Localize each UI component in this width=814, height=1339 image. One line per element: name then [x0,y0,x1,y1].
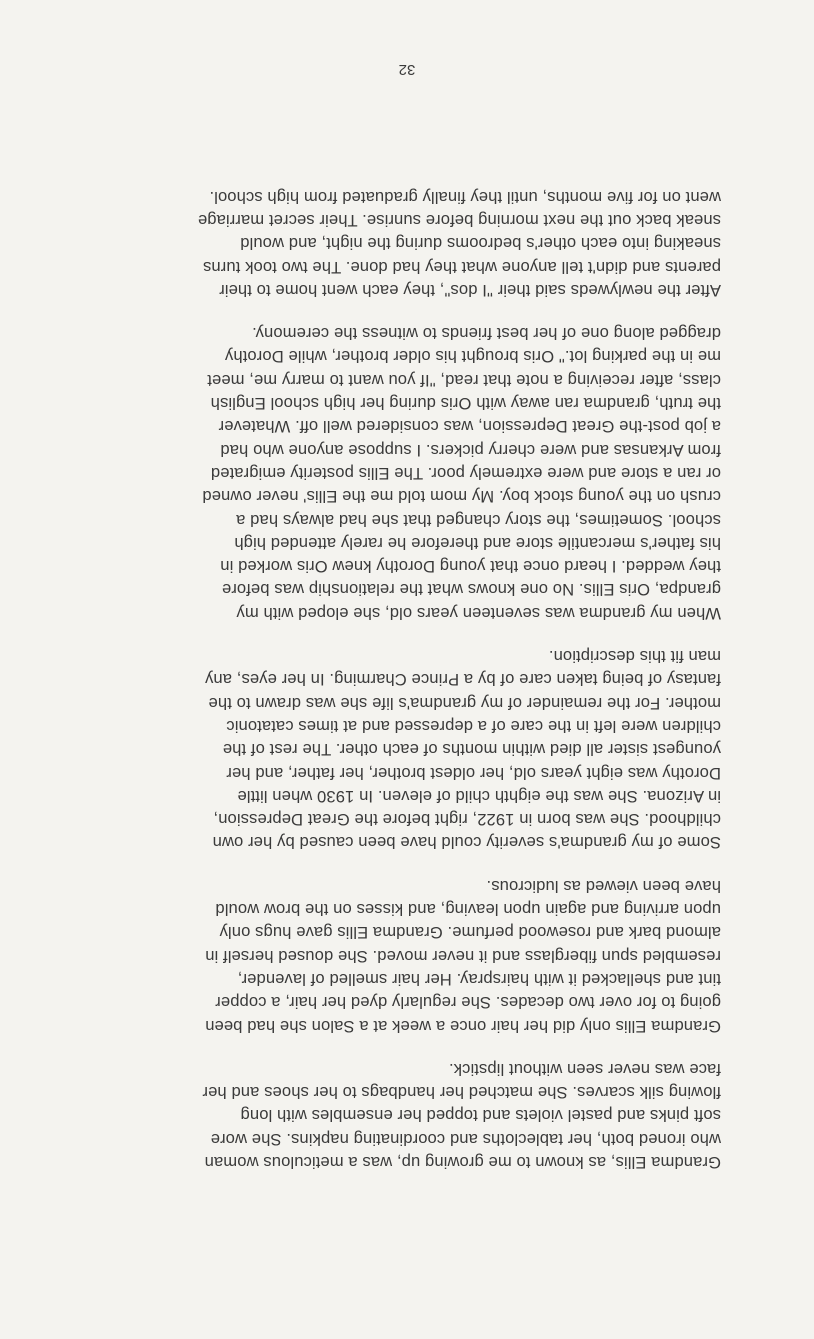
page-number: 32 [398,61,416,78]
text-line: they wedded. I heard once that young Dorothy knew Oris worked in [220,557,721,577]
text-line: school. Sometimes, the story changed that she had always had a [236,510,721,530]
text-line: in Arizona. She was the eighth child of eleven. In 1930 when little [237,786,721,806]
text-line: childhood. She was born in 1922, right before the Great Depression, [213,810,721,830]
text-line: from Arkansas and were cherry pickers. I suppose anyone who had [220,440,721,460]
paragraph [81,322,721,625]
text-line: Dorothy was eight years old, her oldest brother, her father, and her [226,763,721,783]
text-line: soft pinks and pastel violets and topped her ensembles with long [240,1106,721,1126]
text-line: After the newlyweds said their "I dos", they each went home to their [219,280,721,300]
text-line: crush on the young stock boy. My mom told me the Ellis' never owned [202,487,721,507]
text-line: Grandma Ellis only did her hair once a week at a Salon she had been [205,1016,721,1036]
text-line: or ran a store and were extremely poor. The Ellis posterity emigrated [210,463,721,483]
text-line: going to for over two decades. She regularly dyed her hair, a copper [215,993,721,1013]
text-line: sneak back out the next morning before sunrise. Their secret marriage [197,211,721,231]
text-line: dragged along one of her best friends to witness the ceremony. [252,324,721,344]
paragraph [81,874,721,1037]
text-line: sneaking into each other's bedrooms during the night, and would [240,234,721,254]
paragraph [81,645,721,855]
text-line: mother. For the remainder of my grandma's life she was drawn to the [208,693,721,713]
text-line: the truth, grandma ran away with Oris during her high school English [210,394,721,414]
paragraph [81,1058,721,1174]
text-line: grandpa, Oris Ellis. No one knows what the relationship was before [221,580,721,600]
paragraph [81,185,721,301]
text-line: a job post-the Great Depression, was considered well off. Whatever [218,417,721,437]
text-line: children were left in the care of a depressed and at times catatonic [226,716,721,736]
text-line: youngest sister all died within months of each other. The rest of the [222,740,721,760]
text-line: me in the parking lot." Oris brought his older brother, while Dorothy [224,347,721,367]
text-line: flowing silk scarves. She matched her handbags to her shoes and her [202,1083,721,1103]
text-line: Grandma Ellis, as known to me growing up, was a meticulous woman [204,1153,721,1172]
text-line: went on for five months, until they finally graduated from high school. [209,187,721,207]
text-line: face was never seen without lipstick. [448,1059,721,1079]
text-line: who ironed both, her tablecloths and coordinating napkins. She wore [210,1129,721,1149]
text-line: class, after receiving a note that read, "If you want to marry me, meet [207,370,721,390]
text-line: upon arriving and again upon leaving, and kisses on the brow would [215,900,721,920]
text-line: When my grandma was seventeen years old, she eloped with my [236,603,721,623]
text-line: man fit this description. [548,647,721,667]
body-text [81,165,721,1174]
text-line: tint and shellacked it with hairspray. Her hair smelled of lavender, [237,969,721,989]
text-line: resembled spun fiberglass and it never moved. She doused herself in [205,946,721,966]
text-line: Some of my grandma's severity could have been caused by her own [212,833,721,853]
text-line: parents and didn't tell anyone what they had done. The two took turns [202,257,721,277]
text-line: his father's mercantile store and therefore he rarely attended high [234,533,721,553]
text-line: fantasy of being taken care of by a Prince Charming. In her eyes, any [204,670,721,690]
text-line: almond bark and rosewood perfume. Grandma Ellis gave hugs only [219,923,721,943]
text-line: have been viewed as ludicrous. [486,876,721,896]
